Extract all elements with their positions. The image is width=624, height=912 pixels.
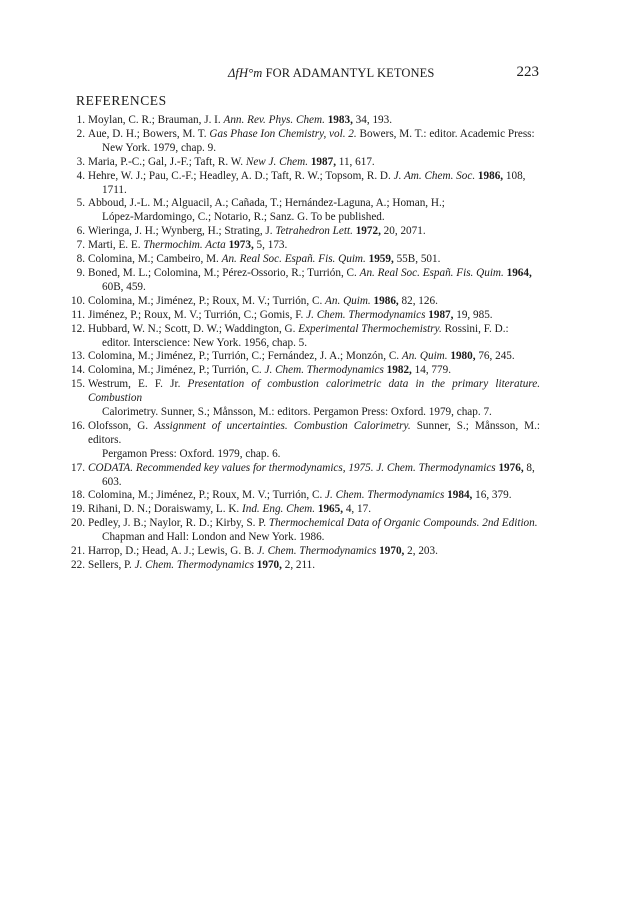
reference-part-p2: Bowers, M. T.: editor. Academic Press:: [356, 127, 535, 140]
reference-part-it: An. Real Soc. Españ. Fis. Quim.: [221, 253, 366, 266]
reference-text: [88, 197, 540, 225]
reference-number: 11.: [71, 308, 85, 321]
reference-continuation: editor. Interscience: New York. 1956, chap. 5.: [102, 336, 308, 349]
reference-part-bd: 1970,: [256, 559, 282, 571]
reference-part-p1: Colomina, M.; Jiménez, P.; Roux, M. V.; Turrión, C.: [88, 489, 326, 502]
reference-number: 3.: [76, 155, 85, 168]
reference-text: [88, 364, 540, 378]
reference-number: 20.: [71, 517, 85, 530]
reference-text: [88, 503, 540, 517]
reference-part-it: Thermochim. Acta: [143, 239, 226, 252]
reference-item: [68, 253, 540, 267]
reference-text: [88, 323, 540, 351]
reference-number: 1.: [76, 114, 85, 126]
reference-part-p2: Sunner, S.; Månsson, M.: editors.: [88, 419, 540, 446]
reference-part-p3: 4, 17.: [343, 503, 371, 516]
reference-number: 14.: [71, 364, 85, 377]
reference-number: 10.: [71, 294, 85, 307]
reference-part-p3: 82, 126.: [398, 294, 438, 307]
reference-number: 21.: [71, 545, 85, 558]
reference-item: [68, 323, 540, 351]
reference-part-it: CODATA. Recommended key values for thermodynamics, 1975. J. Chem. Thermodynamics: [88, 461, 496, 474]
reference-continuation: 60B, 459.: [102, 280, 146, 293]
reference-part-bd: 1965,: [317, 503, 344, 516]
reference-part-it: Experimental Thermochemistry.: [298, 322, 442, 335]
reference-part-p1: Jiménez, P.; Roux, M. V.; Turrión, C.; Gomis, F.: [88, 308, 307, 321]
reference-text: [88, 156, 540, 170]
reference-text: [88, 350, 540, 364]
reference-part-bd: 1986,: [373, 294, 399, 307]
reference-part-p3: 20, 2071.: [380, 225, 426, 238]
reference-part-bd: 1980,: [450, 350, 476, 363]
reference-text: [88, 517, 540, 545]
reference-part-p3: 14, 779.: [411, 364, 451, 377]
reference-part-it: J. Chem. Thermodynamics: [134, 559, 254, 571]
reference-part-p3: 76, 245.: [475, 350, 515, 363]
reference-item: [68, 364, 540, 378]
reference-part-bd: 1987,: [428, 308, 454, 321]
reference-part-p3: 2, 211.: [281, 559, 316, 571]
reference-part-p1: Olofsson, G.: [88, 419, 155, 432]
reference-text: [88, 128, 540, 156]
reference-text: [88, 170, 540, 198]
reference-text: [88, 253, 540, 267]
reference-part-bd: 1964,: [506, 266, 532, 279]
reference-number: 7.: [76, 239, 85, 252]
reference-text: [88, 420, 540, 462]
reference-part-p3: 16, 379.: [472, 489, 512, 502]
reference-part-it: Gas Phase Ion Chemistry, vol. 2.: [209, 127, 357, 140]
reference-part-it: An. Real Soc. Españ. Fis. Quim.: [359, 266, 504, 279]
reference-number: 22.: [71, 559, 85, 571]
reference-number: 4.: [76, 169, 85, 182]
reference-text: [88, 295, 540, 309]
reference-part-p1: Maria, P.-C.; Gal, J.-F.; Taft, R. W.: [88, 155, 246, 168]
reference-part-p1: Abboud, J.-L. M.; Alguacil, A.; Cañada, T.; Hernández-Laguna, A.; Homan, H.;: [88, 197, 445, 210]
reference-text: [88, 559, 540, 573]
reference-number: 2.: [76, 127, 85, 140]
reference-part-p3: 5, 173.: [253, 239, 288, 252]
reference-item: [68, 156, 540, 170]
reference-item: [68, 170, 540, 198]
reference-item: [68, 517, 540, 545]
reference-text: [88, 378, 540, 420]
reference-text: [88, 267, 540, 295]
reference-item: [68, 420, 540, 462]
reference-item: [68, 295, 540, 309]
reference-part-p1: Colomina, M.; Cambeiro, M.: [88, 253, 222, 266]
reference-text: [88, 114, 540, 128]
reference-part-bd: 1982,: [386, 364, 412, 377]
reference-continuation: 1711.: [102, 183, 127, 196]
reference-number: 15.: [71, 378, 85, 391]
reference-part-it: J. Am. Chem. Soc.: [393, 169, 476, 182]
page-number: 223: [516, 64, 539, 80]
reference-part-p3: 8,: [523, 461, 535, 474]
reference-part-it: J. Chem. Thermodynamics: [325, 489, 445, 502]
reference-part-bd: 1970,: [379, 545, 405, 558]
reference-number: 8.: [76, 253, 85, 266]
reference-part-bd: 1972,: [355, 225, 381, 238]
reference-number: 9.: [76, 266, 85, 279]
reference-part-p3: 2, 203.: [404, 545, 438, 558]
reference-part-p1: Sellers, P.: [88, 559, 135, 571]
reference-continuation: Chapman and Hall: London and New York. 1986.: [102, 531, 325, 544]
reference-list: [68, 114, 540, 573]
running-title: [228, 66, 434, 81]
reference-number: 5.: [76, 197, 85, 210]
reference-part-p2: Rossini, F. D.:: [441, 322, 509, 335]
reference-item: [68, 114, 540, 128]
reference-number: 17.: [71, 461, 85, 474]
reference-part-p3: 19, 985.: [453, 308, 493, 321]
reference-part-p1: Boned, M. L.; Colomina, M.; Pérez-Ossorio, R.; Turrión, C.: [88, 266, 360, 279]
reference-continuation: López-Mardomingo, C.; Notario, R.; Sanz. G. To be published.: [102, 211, 385, 224]
reference-item: [68, 350, 540, 364]
reference-part-it: Thermochemical Data of Organic Compounds. 2nd Edition.: [268, 517, 538, 530]
reference-number: 16.: [71, 419, 85, 432]
section-heading: REFERENCES: [76, 93, 167, 108]
reference-text: [88, 489, 540, 503]
reference-part-p3: 11, 617.: [335, 155, 375, 168]
reference-part-it: Assignment of uncertainties. Combustion Calorimetry.: [154, 419, 411, 432]
reference-item: [68, 239, 540, 253]
reference-part-it: Presentation of combustion calorimetric data in the primary literature. Combustion: [88, 378, 540, 405]
reference-part-it: J. Chem. Thermodynamics: [306, 308, 426, 321]
reference-part-bd: 1959,: [368, 253, 394, 266]
reference-part-p1: Wieringa, J. H.; Wynberg, H.; Strating, J.: [88, 225, 276, 238]
title-symbol: ΔfH°m: [228, 66, 263, 80]
reference-number: 12.: [71, 322, 85, 335]
reference-continuation: New York. 1979, chap. 9.: [102, 141, 217, 154]
reference-number: 6.: [76, 225, 85, 238]
reference-part-p1: Hehre, W. J.; Pau, C.-F.; Headley, A. D.; Taft, R. W.; Topsom, R. D.: [88, 169, 394, 182]
reference-item: [68, 378, 540, 420]
reference-part-it: An. Quim.: [325, 294, 371, 307]
reference-part-it: J. Chem. Thermodynamics: [264, 364, 384, 377]
running-header: [0, 66, 624, 86]
reference-item: [68, 559, 540, 573]
reference-number: 13.: [71, 350, 85, 363]
reference-part-p1: Marti, E. E.: [88, 239, 144, 252]
reference-part-bd: 1983,: [327, 114, 353, 126]
reference-item: [68, 462, 540, 490]
reference-part-it: Ann. Rev. Phys. Chem.: [223, 114, 325, 126]
reference-text: [88, 239, 540, 253]
reference-text: [88, 309, 540, 323]
reference-part-p1: Colomina, M.; Jiménez, P.; Turrión, C.: [88, 364, 265, 377]
reference-part-p1: Pedley, J. B.; Naylor, R. D.; Kirby, S. P.: [88, 517, 269, 530]
reference-item: [68, 128, 540, 156]
reference-item: [68, 267, 540, 295]
reference-part-it: Ind. Eng. Chem.: [242, 503, 316, 516]
reference-number: 18.: [71, 489, 85, 502]
reference-part-p1: Rihani, D. N.; Doraiswamy, L. K.: [88, 503, 243, 516]
reference-part-bd: 1986,: [477, 169, 504, 182]
reference-part-bd: 1984,: [447, 489, 473, 502]
reference-item: [68, 489, 540, 503]
reference-text: [88, 545, 540, 559]
reference-part-p1: Harrop, D.; Head, A. J.; Lewis, G. B.: [88, 545, 258, 558]
reference-part-p1: Westrum, E. F. Jr.: [88, 378, 188, 391]
reference-part-p3: 108,: [503, 169, 526, 182]
reference-part-p1: Colomina, M.; Jiménez, P.; Roux, M. V.; Turrión, C.: [88, 294, 326, 307]
reference-text: [88, 462, 540, 490]
title-text: FOR ADAMANTYL KETONES: [262, 66, 435, 80]
reference-item: [68, 309, 540, 323]
reference-item: [68, 197, 540, 225]
reference-item: [68, 545, 540, 559]
reference-part-bd: 1973,: [228, 239, 254, 252]
reference-part-it: An. Quim.: [401, 350, 448, 363]
reference-continuation: Calorimetry. Sunner, S.; Månsson, M.: editors. Pergamon Press: Oxford. 1979, chap. 7.: [102, 406, 492, 419]
reference-part-p1: Moylan, C. R.; Brauman, J. I.: [88, 114, 224, 126]
reference-number: 19.: [71, 503, 85, 516]
reference-part-p1: Colomina, M.; Jiménez, P.; Turrión, C.; Fernández, J. A.; Monzón, C.: [88, 350, 402, 363]
reference-item: [68, 503, 540, 517]
reference-part-p1: Aue, D. H.; Bowers, M. T.: [88, 127, 210, 140]
reference-continuation: 603.: [102, 475, 122, 488]
reference-part-p3: 55B, 501.: [393, 253, 441, 266]
reference-part-bd: 1976,: [498, 461, 524, 474]
reference-part-it: J. Chem. Thermodynamics: [257, 545, 377, 558]
reference-item: [68, 225, 540, 239]
reference-part-p1: Hubbard, W. N.; Scott, D. W.; Waddington, G.: [88, 322, 299, 335]
reference-part-it: New J. Chem.: [245, 155, 309, 168]
reference-part-it: Tetrahedron Lett.: [275, 225, 353, 238]
reference-part-p3: 34, 193.: [352, 114, 393, 126]
reference-text: [88, 225, 540, 239]
reference-part-bd: 1987,: [310, 155, 336, 168]
reference-continuation: Pergamon Press: Oxford. 1979, chap. 6.: [102, 447, 281, 460]
